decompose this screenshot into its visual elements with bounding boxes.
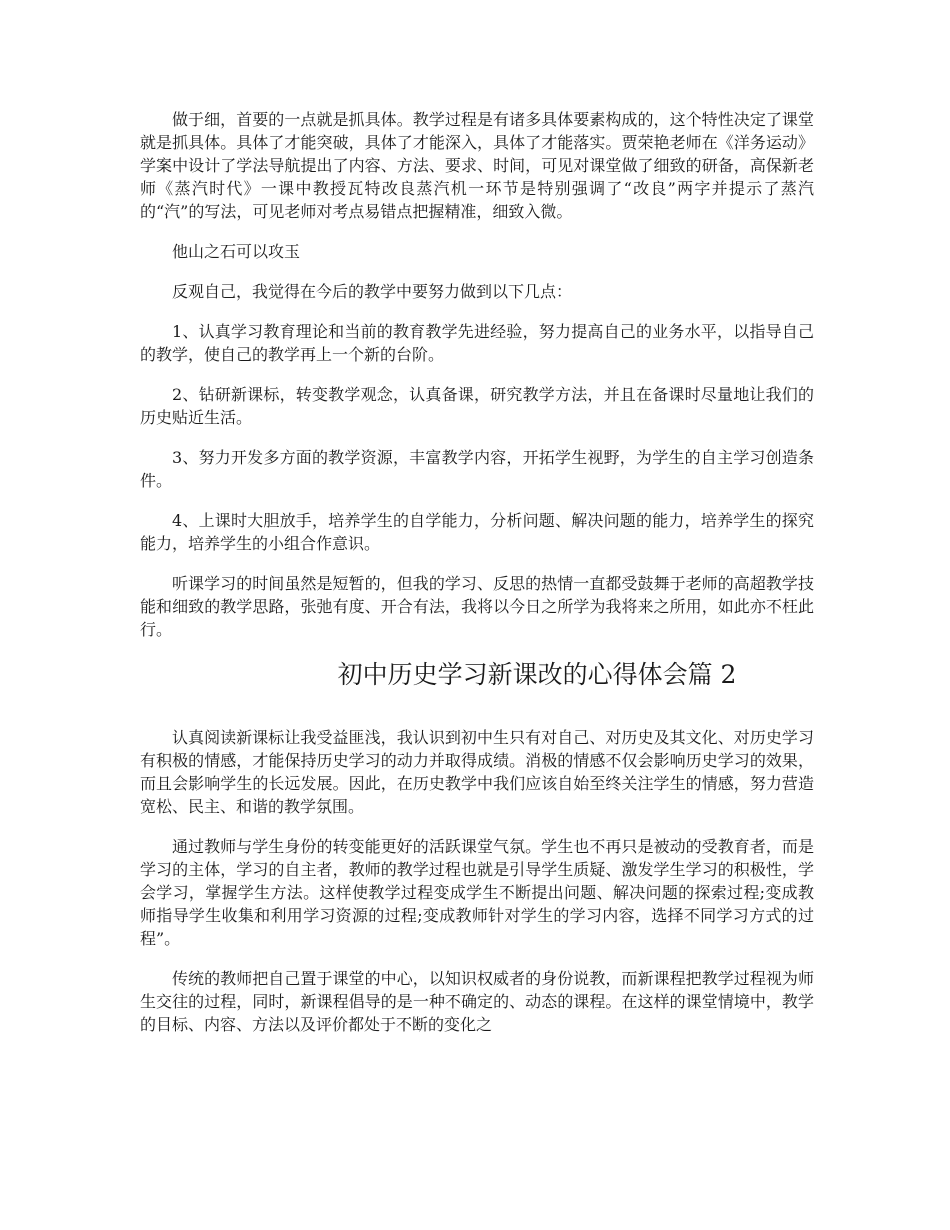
paragraph: 通过教师与学生身份的转变能更好的活跃课堂气氛。学生也不再只是被动的受教育者，而是学习的主体，学习的自主者，教师的教学过程也就是引导学生质疑、激发学生学习的积极性，学会学习，掌握学生方法。这样使教学过程变成学生不断提出问题、解决问题的探索过程;变成教师指导学生收集和利用学习资源的过程;变成教师针对学生的学习内容，选择不同学习方式的过程”。 [140, 837, 814, 948]
paragraph: 听课学习的时间虽然是短暂的，但我的学习、反思的热情一直都受鼓舞于老师的高超教学技能和细致的教学思路，张弛有度、开合有法，我将以今日之所学为我将来之所用，如此亦不枉此行。 [140, 574, 814, 639]
list-item: 4、上课时大胆放手，培养学生的自学能力，分析问题、解决问题的能力，培养学生的探究能力，培养学生的小组合作意识。 [140, 511, 814, 553]
list-item: 2、钻研新课标，转变教学观念，认真备课，研究教学方法，并且在备课时尽量地让我们的历史贴近生活。 [140, 385, 814, 427]
paragraph: 传统的教师把自己置于课堂的中心，以知识权威者的身份说教，而新课程把教学过程视为师生交往的过程，同时，新课程倡导的是一种不确定的、动态的课程。在这样的课堂情境中，教学的目标、内容、方法以及评价都处于不断的变化之 [140, 969, 814, 1034]
list-item: 1、认真学习教育理论和当前的教育教学先进经验，努力提高自己的业务水平，以指导自己的教学，使自己的教学再上一个新的台阶。 [140, 322, 814, 364]
paragraph: 反观自己，我觉得在今后的教学中要努力做到以下几点： [172, 282, 573, 301]
paragraph: 做于细，首要的一点就是抓具体。教学过程是有诸多具体要素构成的，这个特性决定了课堂就是抓具体。具体了才能突破，具体了才能深入，具体了才能落实。贾荣艳老师在《洋务运动》学案中设计了学法导航提出了内容、方法、要求、时间，可见对课堂做了细致的研备，高保新老师《蒸汽时代》一课中教授瓦特改良蒸汽机一环节是特别强调了“改良”两字并提示了蒸汽的“汽”的写法，可见老师对考点易错点把握精准，细致入微。 [140, 110, 814, 221]
document-page [140, 108, 814, 1053]
section-heading: 初中历史学习新课改的心得体会篇 2 [337, 660, 737, 689]
paragraph: 他山之石可以攻玉 [172, 242, 301, 261]
list-item: 3、努力开发多方面的教学资源，丰富教学内容，开拓学生视野，为学生的自主学习创造条件。 [140, 448, 814, 490]
paragraph: 认真阅读新课标让我受益匪浅，我认识到初中生只有对自己、对历史及其文化、对历史学习有积极的情感，才能保持历史学习的动力并取得成绩。消极的情感不仅会影响历史学习的效果，而且会影响学生的长远发展。因此，在历史教学中我们应该自始至终关注学生的情感，努力营造宽松、民主、和谐的教学氛围。 [140, 728, 814, 816]
